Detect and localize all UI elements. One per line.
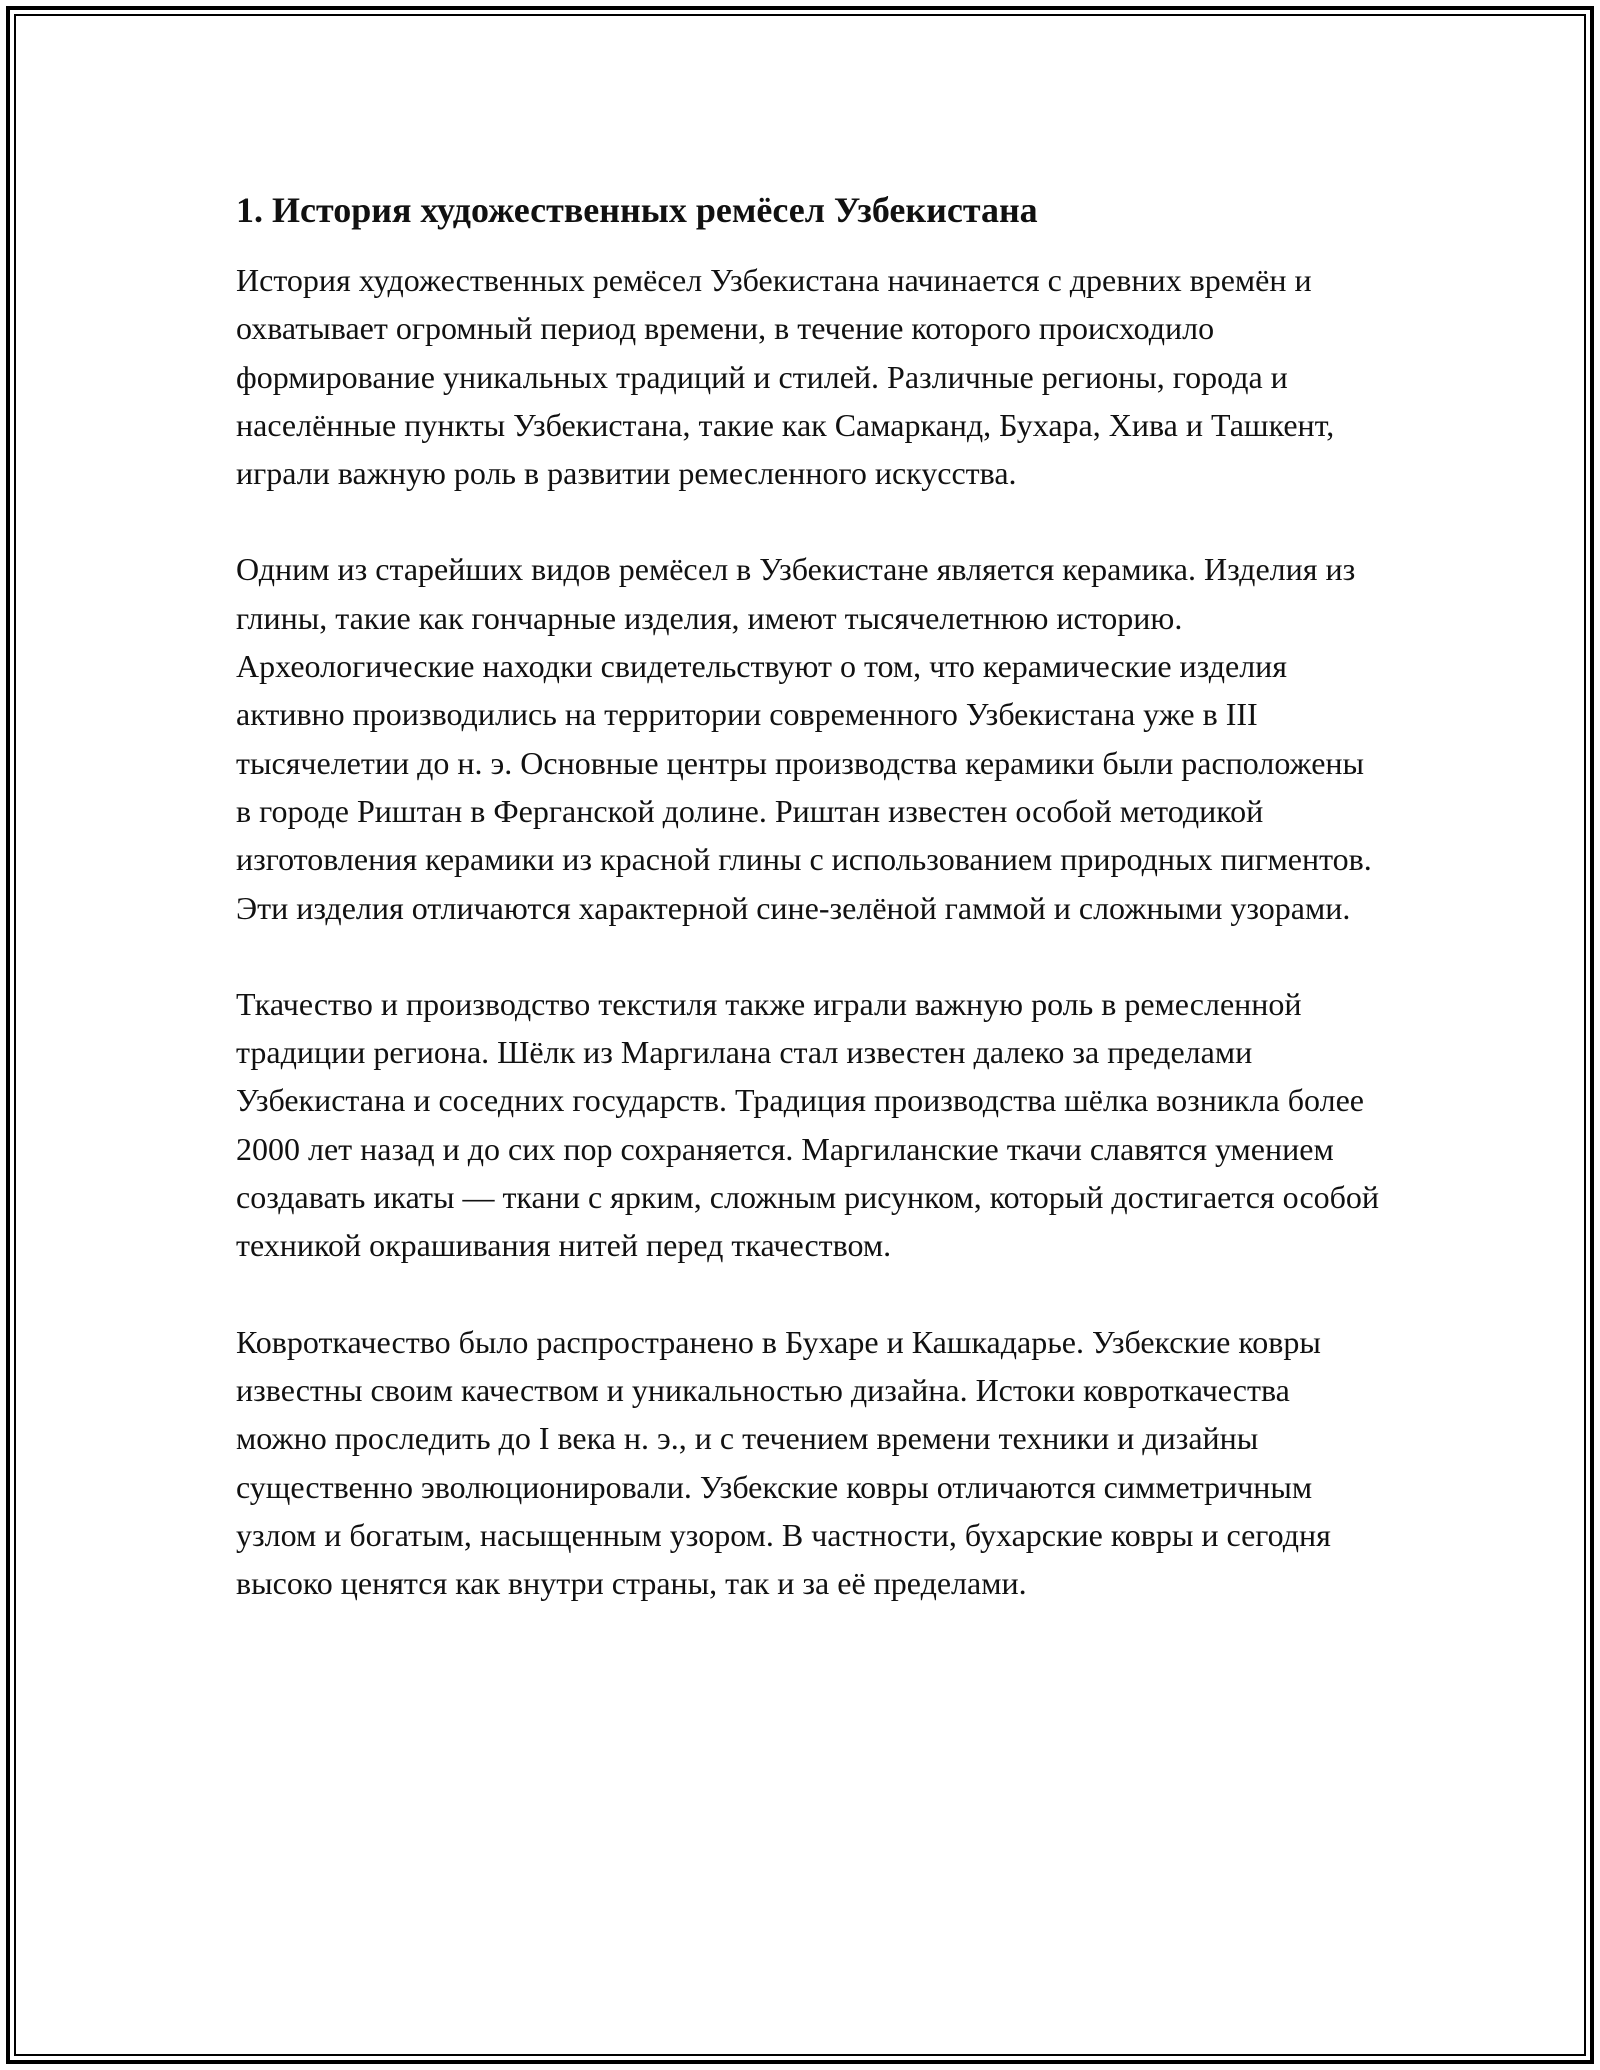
paragraph-history-intro: История художественных ремёсел Узбекистана начинается с древних времён и охватывает огромный период времени, в течение которого происходило формирование уникальных традиций и стилей. Различные регионы, города и населённые пункты Узбекистана, такие как Самарканд, Бухара, Хива и Ташкент, играли важную роль в развитии ремесленного искусства. <box>236 262 1335 492</box>
document-body <box>236 186 1386 1655</box>
paragraph-carpets: Ковроткачество было распространено в Бухаре и Кашкадарье. Узбекские ковры известны своим качеством и уникальностью дизайна. Истоки ковроткачества можно проследить до I века н. э., и с течением времени техники и дизайны существенно эволюционировали. Узбекские ковры отличаются симметричным узлом и богатым, насыщенным узором. В частности, бухарские ковры и сегодня высоко ценятся как внутри страны, так и за её пределами. <box>236 1323 1331 1602</box>
paragraph-textiles: Ткачество и производство текстиля также играли важную роль в ремесленной традиции региона. Шёлк из Маргилана стал известен далеко за пределами Узбекистана и соседних государств. Традиция производства шёлка возникла более 2000 лет назад и до сих пор сохраняется. Маргиланские ткачи славятся умением создавать икаты — ткани с ярким, сложным рисунком, который достигается особой техникой окрашивания нитей перед ткачеством. <box>236 985 1380 1264</box>
paragraph-ceramics: Одним из старейших видов ремёсел в Узбекистане является керамика. Изделия из глины, такие как гончарные изделия, имеют тысячелетнюю историю. Археологические находки свидетельствуют о том, что керамические изделия активно производились на территории современного Узбекистана уже в III тысячелетии до н. э. Основные центры производства керамики были расположены в городе Риштан в Ферганской долине. Риштан известен особой методикой изготовления керамики из красной глины с использованием природных пигментов. Эти изделия отличаются характерной сине-зелёной гаммой и сложными узорами. <box>236 551 1372 926</box>
section-heading: 1. История художественных ремёсел Узбекистана <box>236 190 1038 230</box>
